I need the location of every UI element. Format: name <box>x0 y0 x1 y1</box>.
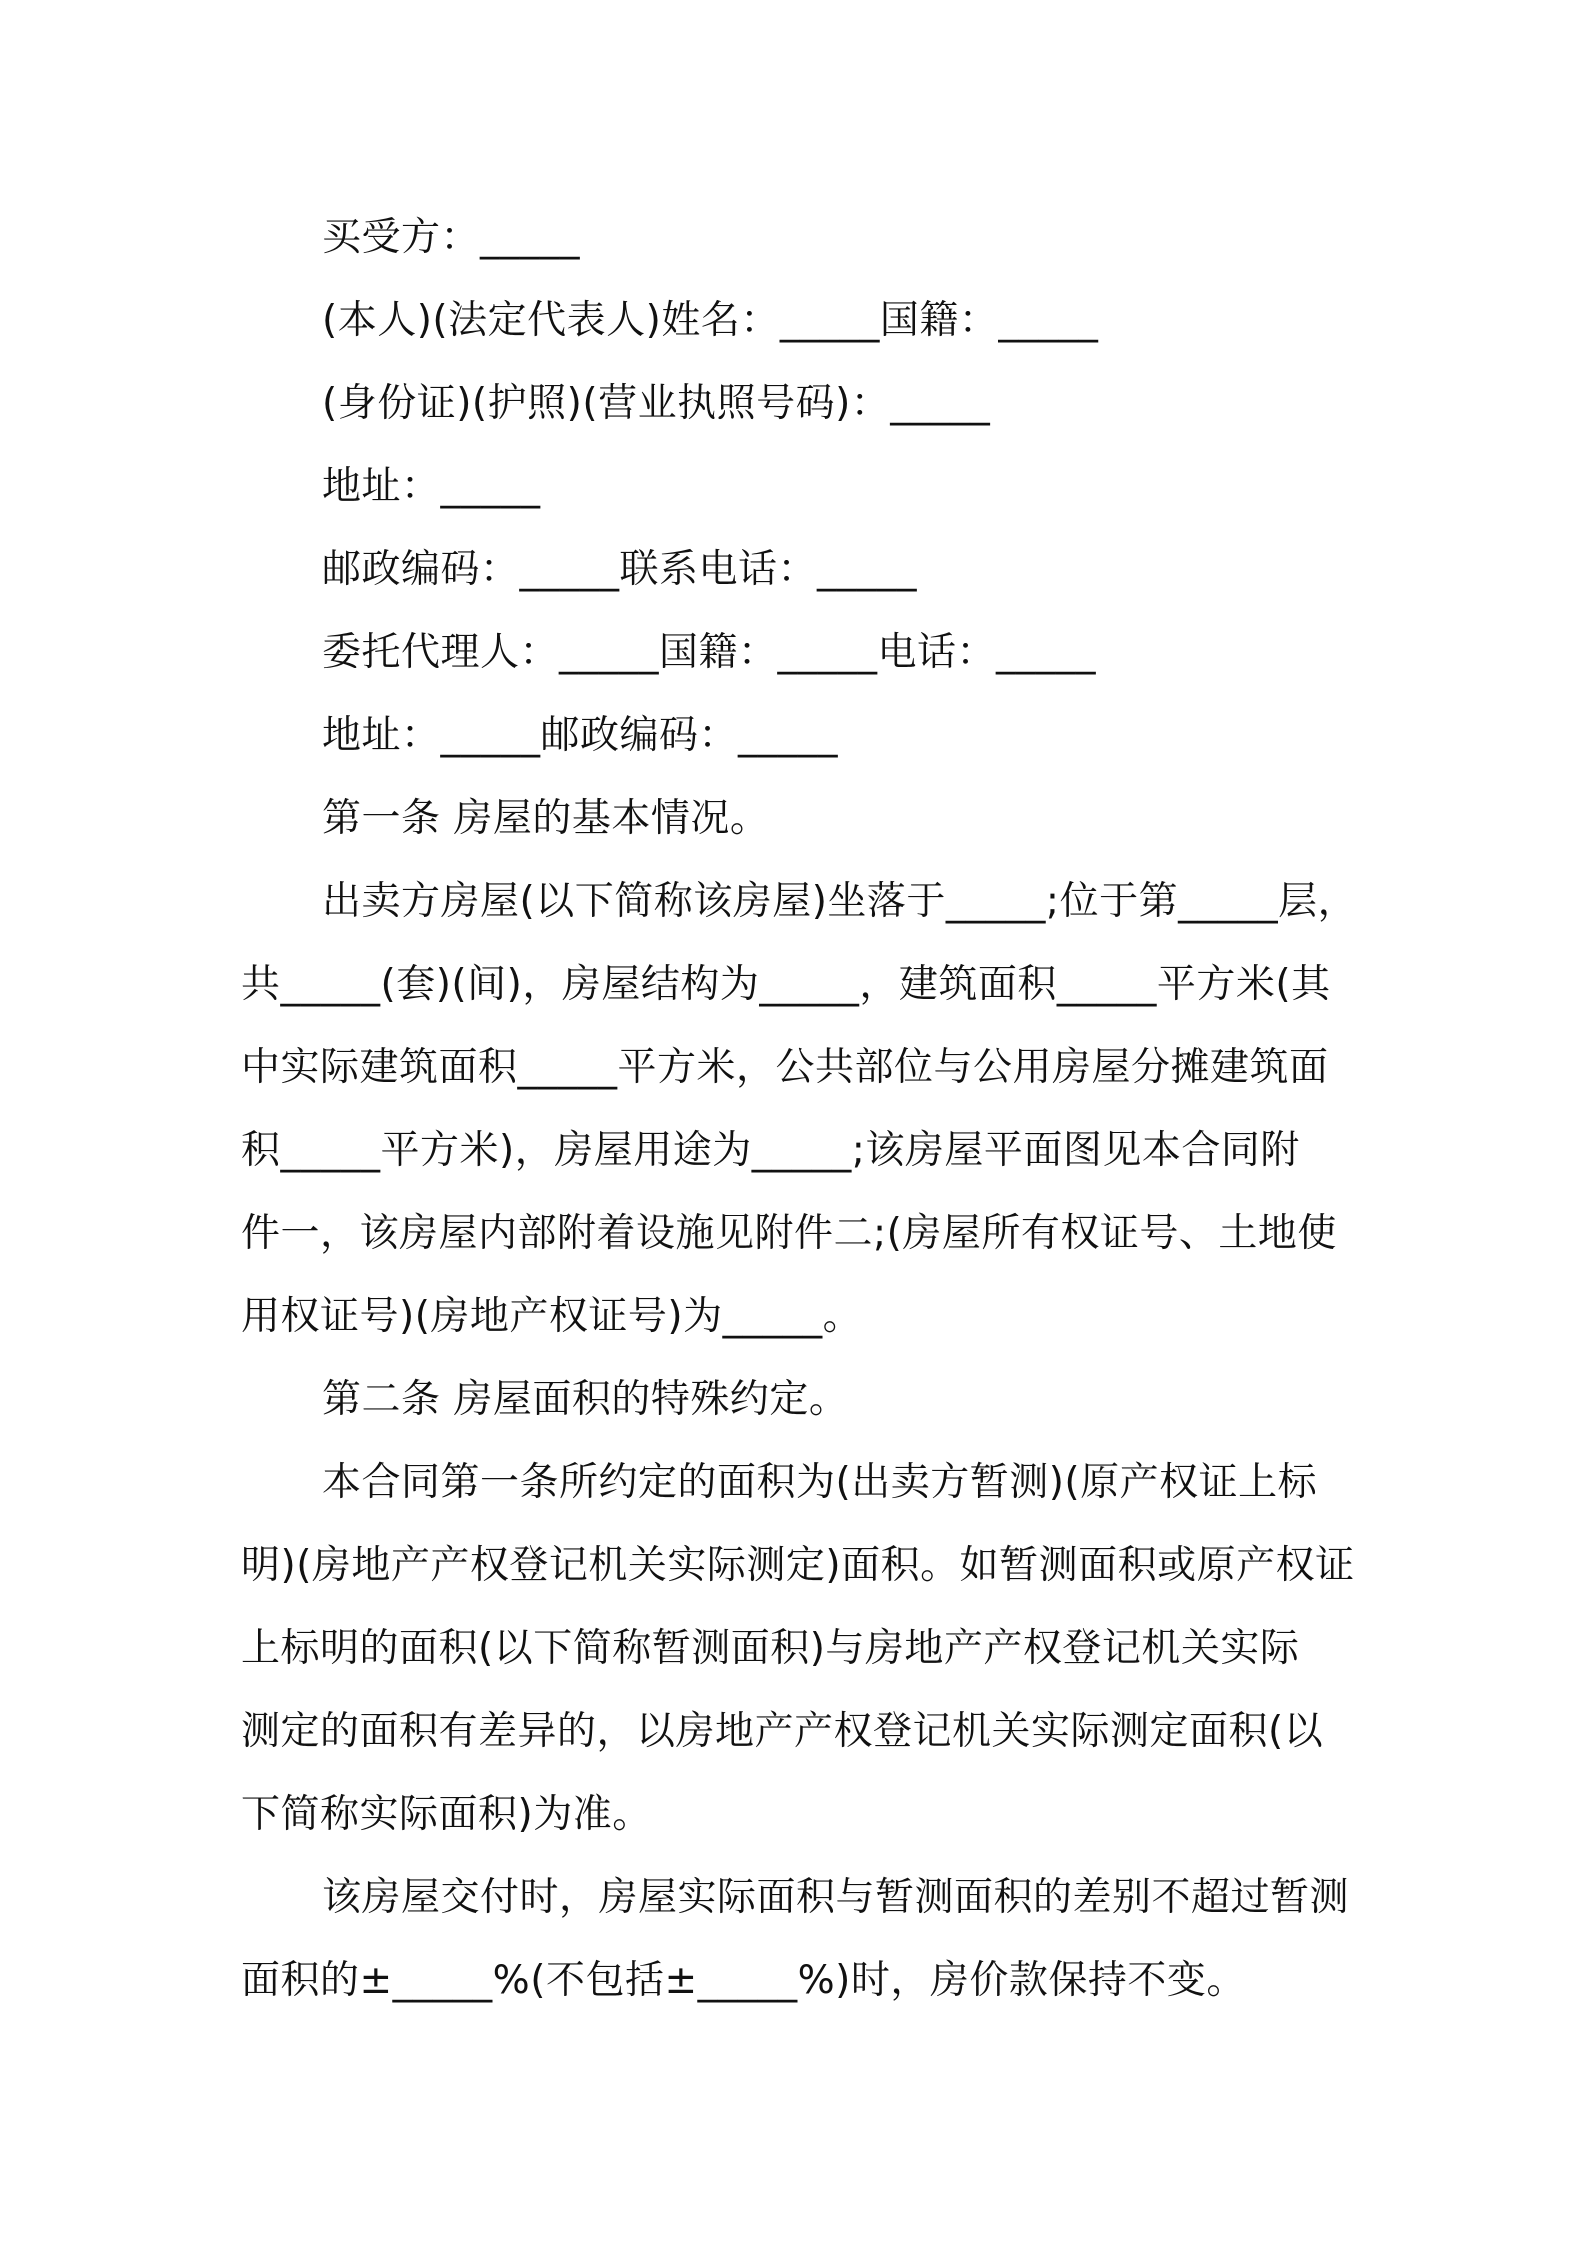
buyer-line: 买受方：_____ <box>322 215 581 260</box>
paragraph-line: 共_____(套)(间)，房屋结构为_____，建筑面积_____平方米(其 <box>241 962 1331 1007</box>
paragraph-line: 该房屋交付时，房屋实际面积与暂测面积的差别不超过暂测 <box>322 1875 1350 1920</box>
paragraph-line: 件一，该房屋内部附着设施见附件二;(房屋所有权证号、土地使 <box>241 1211 1337 1256</box>
agent-address-line: 地址：_____邮政编码：_____ <box>322 713 839 758</box>
paragraph-line: 面积的±_____%(不包括±_____%)时，房价款保持不变。 <box>241 1958 1246 2003</box>
paragraph-line: 中实际建筑面积_____平方米，公共部位与公用房屋分摊建筑面 <box>241 1045 1329 1090</box>
paragraph-line: 积_____平方米)，房屋用途为_____;该房屋平面图见本合同附 <box>241 1128 1300 1173</box>
agent-line: 委托代理人：_____国籍：_____电话：_____ <box>322 630 1097 675</box>
paragraph-line: 出卖方房屋(以下简称该房屋)坐落于_____;位于第_____层， <box>322 879 1358 924</box>
article-two-heading: 第二条 房屋面积的特殊约定。 <box>322 1377 849 1422</box>
contract-text <box>241 196 1361 2022</box>
paragraph-line: 本合同第一条所约定的面积为(出卖方暂测)(原产权证上标 <box>322 1460 1318 1505</box>
paragraph-line: 上标明的面积(以下简称暂测面积)与房地产产权登记机关实际 <box>241 1626 1300 1671</box>
address-line: 地址：_____ <box>322 464 541 509</box>
name-nationality-line: (本人)(法定代表人)姓名：_____国籍：_____ <box>322 298 1099 343</box>
postcode-phone-line: 邮政编码：_____联系电话：_____ <box>322 547 918 592</box>
id-number-line: (身份证)(护照)(营业执照号码)：_____ <box>322 381 991 426</box>
paragraph-line: 用权证号)(房地产权证号)为_____。 <box>241 1294 863 1339</box>
paragraph-line: 下简称实际面积)为准。 <box>241 1792 652 1837</box>
article-one-heading: 第一条 房屋的基本情况。 <box>322 796 770 841</box>
paragraph-line: 明)(房地产产权登记机关实际测定)面积。如暂测面积或原产权证 <box>241 1543 1355 1588</box>
paragraph-line: 测定的面积有差异的，以房地产产权登记机关实际测定面积(以 <box>241 1709 1324 1754</box>
